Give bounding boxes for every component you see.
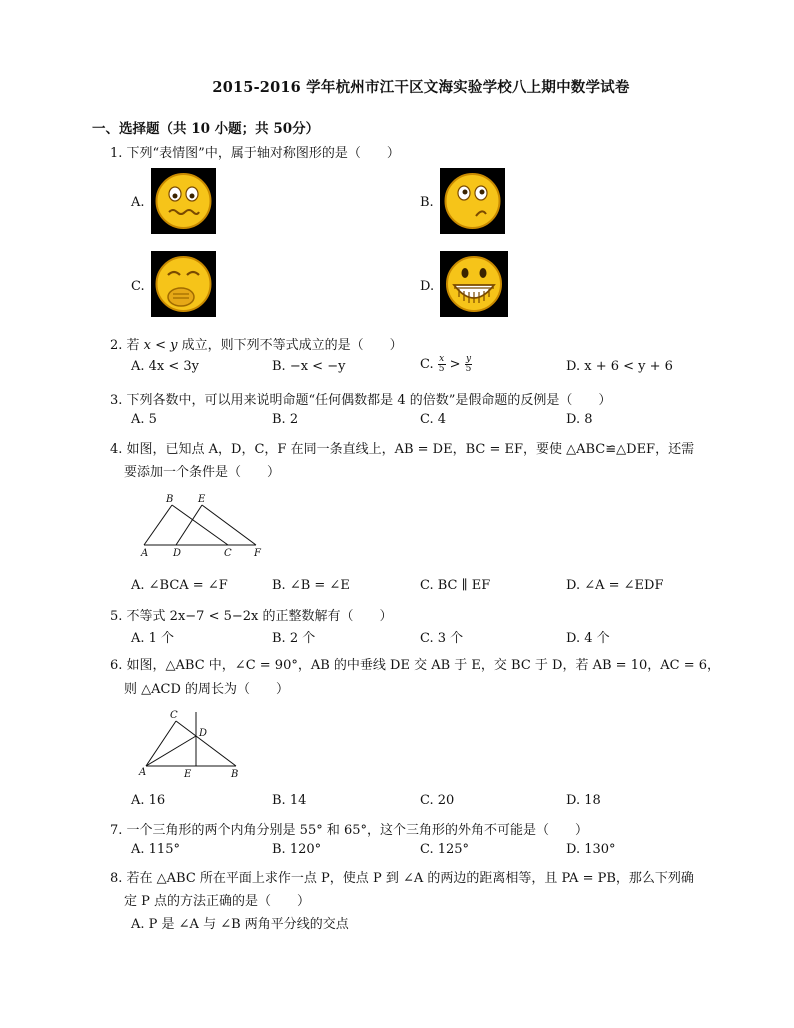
section-heading: 一、选择题（共 10 小题；共 50分） bbox=[92, 121, 320, 137]
segment-ab bbox=[144, 505, 172, 545]
question-2-stem-pre: 2. 若 bbox=[110, 338, 144, 353]
q1-option-d-image bbox=[440, 251, 508, 321]
q7-option-a: A. 115° bbox=[131, 842, 180, 857]
q1-option-c-label: C. bbox=[131, 279, 145, 294]
confused-face-icon bbox=[440, 168, 505, 234]
hand-over-mouth-face-icon bbox=[151, 251, 216, 317]
label-c: C bbox=[224, 548, 232, 559]
q2-option-c-frac-2: $\frac{y}{5}$ bbox=[465, 354, 472, 374]
question-8-stem-line-1: 8. 若在 △ABC 所在平面上求作一点 P，使点 P 到 ∠A 的两边的距离相等，且 PA = PB，那么下列确 bbox=[110, 871, 694, 886]
q5-option-b: B. 2 个 bbox=[272, 631, 316, 646]
q2-option-b: B. −x < −y bbox=[272, 359, 346, 374]
question-6-stem-line-2: 则 △ACD 的周长为（ ） bbox=[124, 682, 290, 697]
q2-option-c bbox=[420, 355, 472, 374]
question-7-stem: 7. 一个三角形的两个内角分别是 55° 和 65°，这个三角形的外角不可能是（ ） bbox=[110, 823, 589, 838]
question-1-stem: 1. 下列“表情图”中，属于轴对称图形的是（ ） bbox=[110, 146, 400, 161]
worried-face-icon bbox=[151, 168, 216, 234]
label-c: C bbox=[170, 710, 178, 721]
segment-ad bbox=[146, 736, 196, 766]
q6-option-a: A. 16 bbox=[131, 793, 166, 808]
q5-option-c: C. 3 个 bbox=[420, 631, 464, 646]
question-8-stem-line-2: 定 P 点的方法正确的是（ ） bbox=[124, 894, 311, 909]
question-2-stem-math: x < y bbox=[143, 338, 178, 353]
q6-option-b: B. 14 bbox=[272, 793, 307, 808]
label-a: A bbox=[139, 767, 147, 778]
label-b: B bbox=[231, 769, 239, 780]
q4-option-c: C. BC ∥ EF bbox=[420, 578, 491, 593]
grinning-face-icon bbox=[440, 251, 508, 317]
q3-option-a: A. 5 bbox=[131, 412, 157, 427]
q1-option-a-label: A. bbox=[131, 195, 145, 210]
q1-option-b-image bbox=[440, 168, 505, 238]
label-e: E bbox=[184, 769, 192, 780]
q4-option-b: B. ∠B = ∠E bbox=[272, 578, 350, 593]
segment-ac bbox=[146, 721, 176, 766]
q4-option-a: A. ∠BCA = ∠F bbox=[131, 578, 228, 593]
q2-option-a: A. 4x < 3y bbox=[131, 359, 200, 374]
label-b: B bbox=[166, 494, 174, 505]
q8-option-a: A. P 是 ∠A 与 ∠B 两角平分线的交点 bbox=[131, 917, 349, 932]
label-f: F bbox=[254, 548, 261, 559]
label-a: A bbox=[141, 548, 149, 559]
q4-option-d: D. ∠A = ∠EDF bbox=[566, 578, 664, 593]
q7-option-d: D. 130° bbox=[566, 842, 616, 857]
q2-option-d: D. x + 6 < y + 6 bbox=[566, 359, 673, 374]
q6-option-c: C. 20 bbox=[420, 793, 455, 808]
q2-option-c-label: C. bbox=[420, 357, 434, 372]
q1-option-d-label: D. bbox=[420, 279, 435, 294]
q6-option-d: D. 18 bbox=[566, 793, 601, 808]
question-3-stem: 3. 下列各数中，可以用来说明命题“任何偶数都是 4 的倍数”是假命题的反例是（ ） bbox=[110, 393, 612, 408]
q3-option-b: B. 2 bbox=[272, 412, 299, 427]
q1-option-c-image bbox=[151, 251, 216, 321]
q7-option-b: B. 120° bbox=[272, 842, 322, 857]
question-6-figure bbox=[136, 708, 246, 784]
question-5-stem: 5. 不等式 2x−7 < 5−2x 的正整数解有（ ） bbox=[110, 609, 393, 624]
q1-option-a-image bbox=[151, 168, 216, 238]
question-2-stem-post: 成立，则下列不等式成立的是（ ） bbox=[177, 338, 403, 353]
label-d: D bbox=[173, 548, 182, 559]
question-4-figure bbox=[136, 492, 270, 564]
q2-option-c-operator: > bbox=[445, 357, 465, 372]
question-4-stem-line-2: 要添加一个条件是（ ） bbox=[124, 465, 281, 480]
q5-option-a: A. 1 个 bbox=[131, 631, 175, 646]
question-6-stem-line-1: 6. 如图，△ABC 中，∠C = 90°，AB 的中垂线 DE 交 AB 于 E，交 BC 于 D，若 AB = 10，AC = 6， bbox=[110, 658, 721, 673]
q3-option-c: C. 4 bbox=[420, 412, 447, 427]
q3-option-d: D. 8 bbox=[566, 412, 593, 427]
question-4-stem-line-1: 4. 如图，已知点 A，D，C，F 在同一条直线上，AB = DE，BC = EF，要使 △ABC≌△DEF，还需 bbox=[110, 442, 695, 457]
label-e: E bbox=[198, 494, 206, 505]
label-d: D bbox=[199, 728, 208, 739]
question-2-stem bbox=[110, 334, 403, 353]
segment-ef bbox=[202, 505, 256, 545]
q2-option-c-frac-1: $\frac{x}{5}$ bbox=[438, 354, 445, 374]
q5-option-d: D. 4 个 bbox=[566, 631, 610, 646]
q7-option-c: C. 125° bbox=[420, 842, 470, 857]
q1-option-b-label: B. bbox=[420, 195, 434, 210]
page-title: 2015-2016 学年杭州市江干区文海实验学校八上期中数学试卷 bbox=[212, 79, 630, 96]
